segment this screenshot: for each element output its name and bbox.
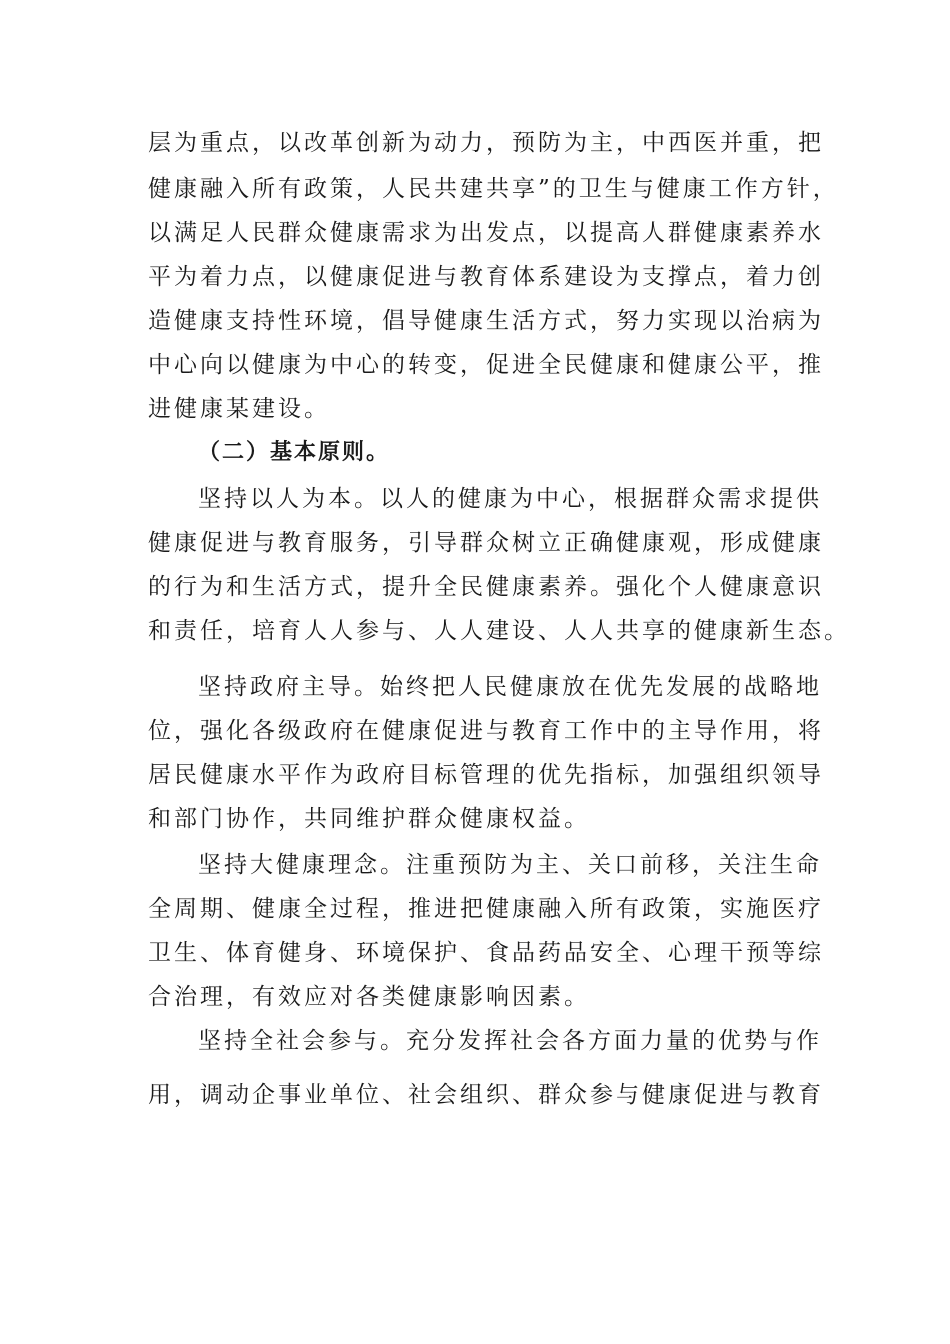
- paragraph-concept-line-2: 全周期、健康全过程，推进把健康融入所有政策，实施医疗: [148, 896, 824, 922]
- paragraph-intro-line-1: 层为重点，以改革创新为动力，预防为主，中西医并重，把: [148, 130, 824, 156]
- paragraph-intro-line-2: 健康融入所有政策，人民共建共享”的卫生与健康工作方针，: [148, 176, 839, 202]
- section-heading: （二）基本原则。: [198, 440, 391, 465]
- paragraph-government-line-4: 和部门协作，共同维护群众健康权益。: [148, 806, 590, 832]
- paragraph-intro-line-7: 进健康某建设。: [148, 396, 330, 422]
- paragraph-government-line-2: 位，强化各级政府在健康促进与教育工作中的主导作用，将: [148, 718, 824, 744]
- paragraph-people-line-2: 健康促进与教育服务，引导群众树立正确健康观，形成健康: [148, 530, 824, 556]
- paragraph-government-line-1: 坚持政府主导。始终把人民健康放在优先发展的战略地: [198, 674, 822, 700]
- paragraph-concept-line-1: 坚持大健康理念。注重预防为主、关口前移，关注生命: [198, 852, 822, 878]
- paragraph-intro-line-5: 造健康支持性环境，倡导健康生活方式，努力实现以治病为: [148, 308, 824, 334]
- paragraph-people-line-4: 和责任，培育人人参与、人人建设、人人共享的健康新生态。: [148, 618, 850, 644]
- paragraph-intro-line-4: 平为着力点，以健康促进与教育体系建设为支撑点，着力创: [148, 264, 824, 290]
- paragraph-people-line-1: 坚持以人为本。以人的健康为中心，根据群众需求提供: [198, 486, 822, 512]
- paragraph-people-line-3: 的行为和生活方式，提升全民健康素养。强化个人健康意识: [148, 574, 824, 600]
- paragraph-society-line-2: 用，调动企事业单位、社会组织、群众参与健康促进与教育: [148, 1082, 824, 1108]
- paragraph-intro-line-3: 以满足人民群众健康需求为出发点，以提高人群健康素养水: [148, 220, 824, 246]
- paragraph-concept-line-3: 卫生、体育健身、环境保护、食品药品安全、心理干预等综: [148, 940, 824, 966]
- paragraph-society-line-1: 坚持全社会参与。充分发挥社会各方面力量的优势与作: [198, 1028, 822, 1054]
- paragraph-intro-line-6: 中心向以健康为中心的转变，促进全民健康和健康公平，推: [148, 352, 824, 378]
- paragraph-government-line-3: 居民健康水平作为政府目标管理的优先指标，加强组织领导: [148, 762, 824, 788]
- paragraph-concept-line-4: 合治理，有效应对各类健康影响因素。: [148, 984, 590, 1010]
